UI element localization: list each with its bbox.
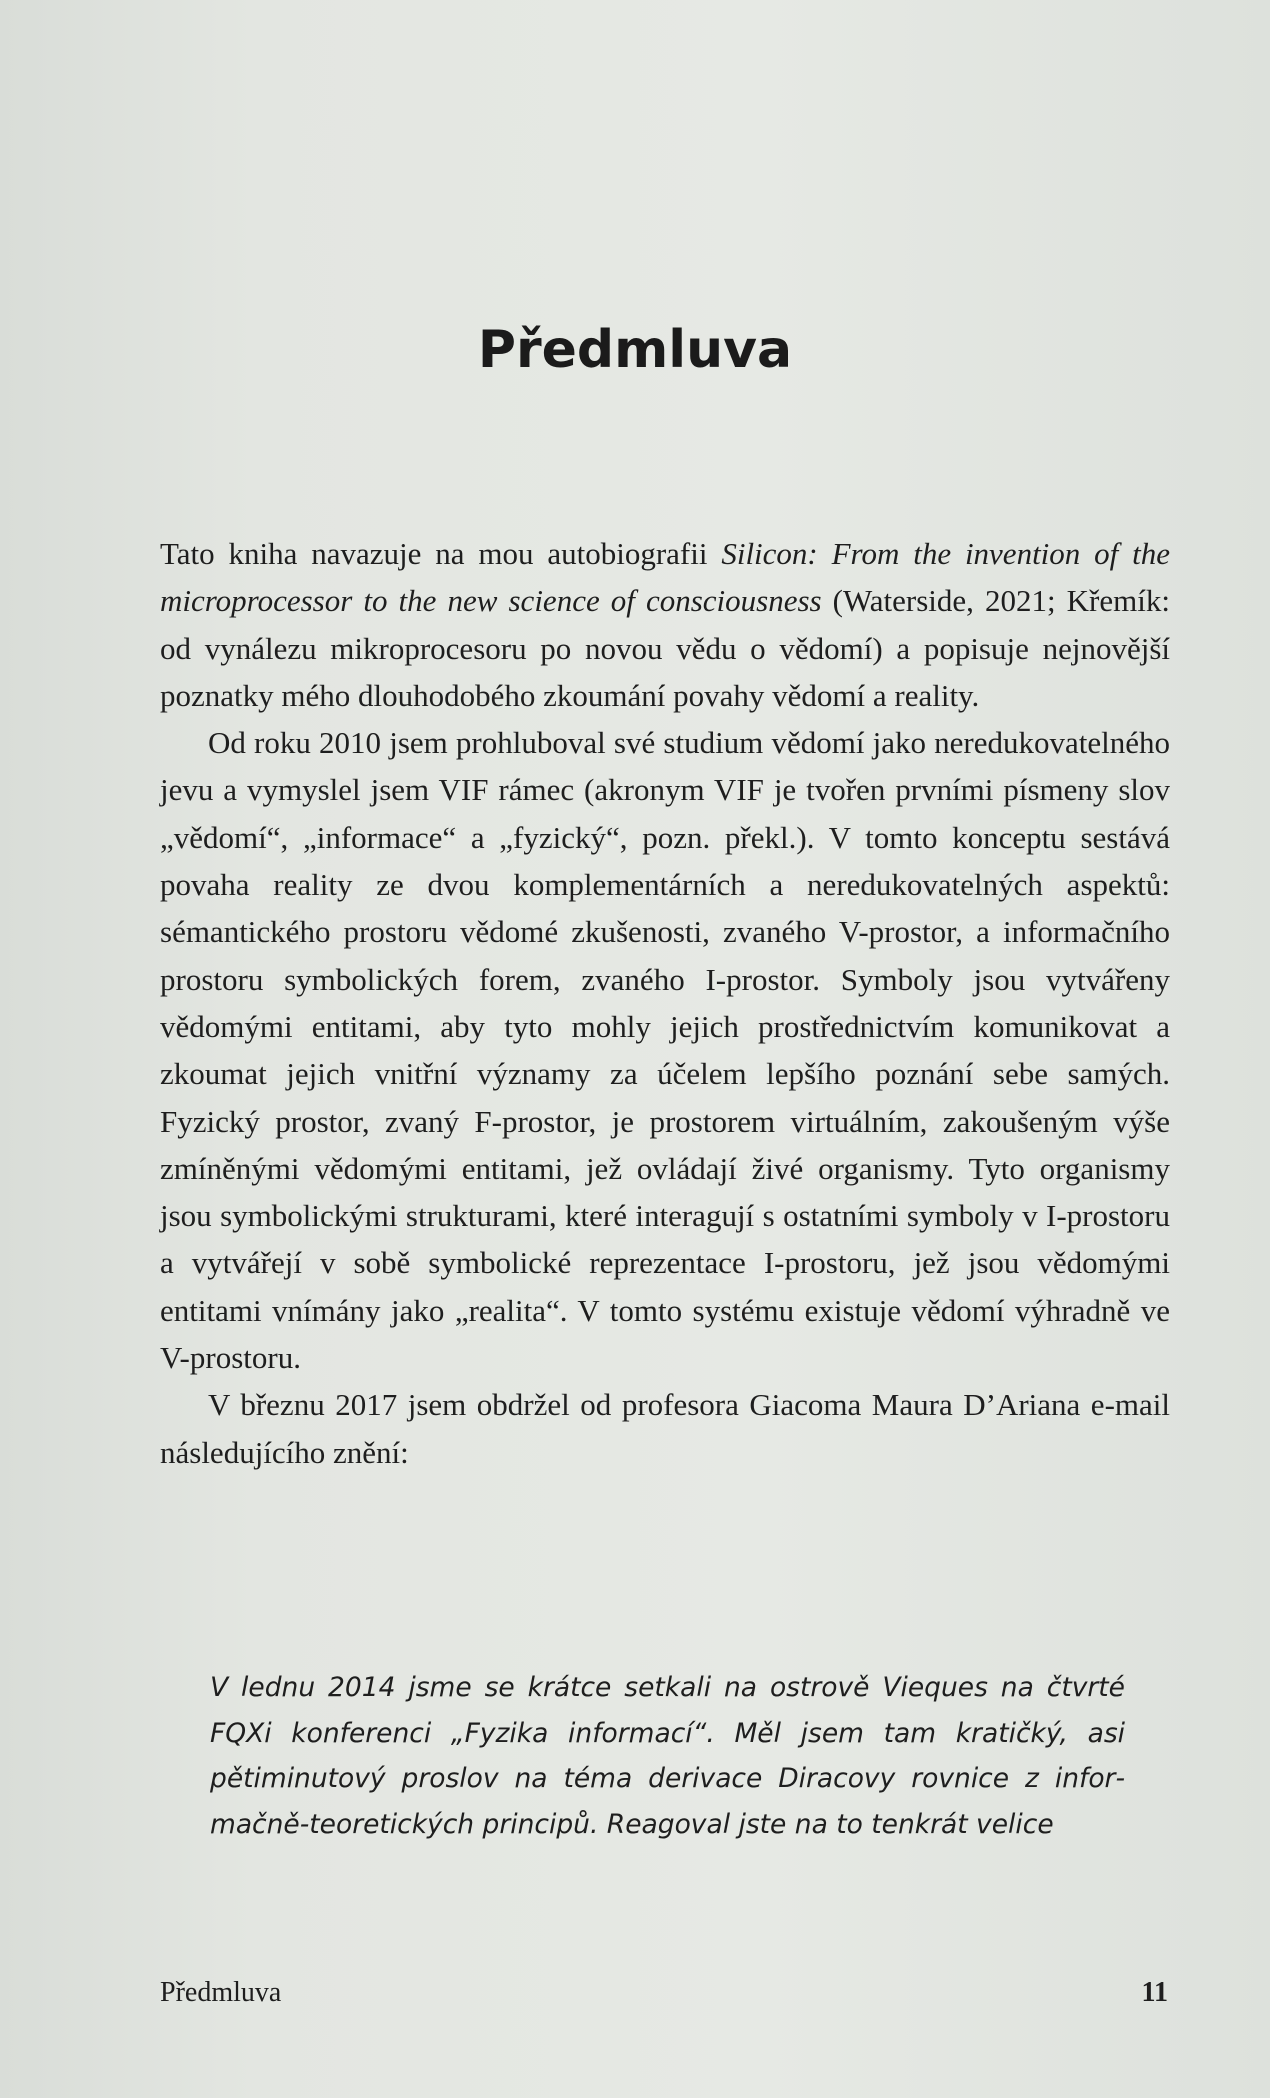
paragraph-3: V březnu 2017 jsem obdržel od profesora Giacoma Maura D’Ariana e-mail následujícího znění: [160, 1387, 1170, 1470]
paragraph-1 [160, 530, 1170, 719]
email-quote: V lednu 2014 jsme se krátce setkali na ostrově Vieques na čtvrté FQXi konferenci „Fyzika informací“. Měl jsem tam kratičký, asi pětiminutový proslov na téma derivace Diracovy rovnice z informačně-teoretických principů. Reagoval jste na to tenkrát velice [210, 1672, 1125, 1840]
paragraph-2: Od roku 2010 jsem prohluboval své studium vědomí jako neredukovatelného jevu a vymyslel jsem VIF rámec (akronym VIF je tvořen prvními písmeny slov „vědomí“, „informace“ a „fyzický“, pozn. překl.). V tomto konceptu sestává povaha reality ze dvou komplementárních a neredukovatelných aspektů: sémantického prostoru vědomé zkušenosti, zvaného V-prostor, a informačního prostoru symbolických forem, zvaného I-prostor. Symboly jsou vytvářeny vědomými entitami, aby tyto mohly jejich prostřednictvím komunikovat a zkoumat jejich vnitřní významy za účelem lepšího poznání sebe samých. Fyzický prostor, zvaný F-prostor, je prostorem virtuálním, zakoušeným výše zmíněnými vědomými entitami, jež ovládají živé organismy. Tyto organismy jsou symbolickými strukturami, které interagují s ostatními symboly v I-prostoru a vytvářejí v sobě symbolické reprezentace I-prostoru, jež jsou vědomými entitami vnímány jako „realita“. V tomto systému existuje vědomí výhradně ve V-prostoru. [160, 725, 1170, 1376]
chapter-title: Předmluva [477, 320, 793, 380]
book-title-italic: Silicon: From the invention of the microprocessor to the new science of consciousness [160, 536, 1171, 619]
chapter-body [160, 530, 1170, 1476]
paragraph-1-text-b: (Waterside, 2021; Křemík: od vynálezu mikroprocesoru po novou vědu o vědomí) a popisuje nejnovější poznatky mého dlouhodobého zkoumání povahy vědomí a reality. [160, 583, 1170, 713]
running-footer-title: Předmluva [160, 1977, 282, 2008]
page-number: 11 [1141, 1977, 1168, 2008]
paragraph-1-text-a: Tato kniha navazuje na mou autobiografii [160, 536, 722, 571]
